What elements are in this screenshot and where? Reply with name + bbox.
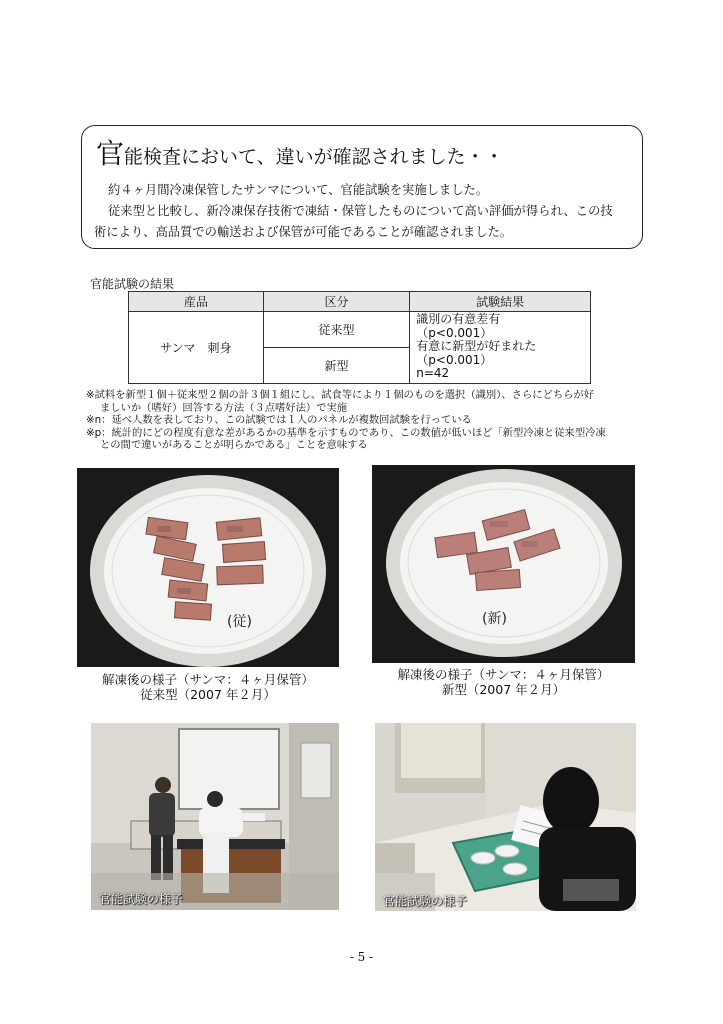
summary-title-rest: 能検査において、違いが確認されました・・ xyxy=(124,146,504,168)
summary-title-first-char: 官 xyxy=(96,137,125,170)
results-label: 官能試験の結果 xyxy=(90,277,175,291)
note-line: ※p：統計的にどの程度有意な差があるかの基準を示すものであり、この数値が低いほど「新型冷凍と従来型冷凍 xyxy=(86,426,606,439)
summary-title xyxy=(96,137,504,171)
caption-old-line-2: 従来型（2007 年２月） xyxy=(140,687,276,702)
caption-old-line-1: 解凍後の様子（サンマ：４ヶ月保管） xyxy=(102,672,314,687)
header-category: 区分 xyxy=(263,292,410,312)
caption-old xyxy=(77,672,339,702)
overlay-label-right: 官能試験の様子 xyxy=(383,894,468,908)
old-plate-label: (従) xyxy=(227,614,252,630)
results-row-old xyxy=(129,312,591,348)
result-line: n=42 xyxy=(416,366,450,381)
cell-result xyxy=(410,312,591,384)
results-header-row xyxy=(129,292,591,312)
new-plate-label: (新) xyxy=(482,611,507,627)
photo-new-type-sashimi xyxy=(372,465,635,663)
result-line: 有意に新型が好まれた xyxy=(416,339,537,354)
cell-product: サンマ 刺身 xyxy=(129,312,264,384)
overlay-label-left: 官能試験の様子 xyxy=(99,892,184,906)
result-line: （p<0.001） xyxy=(416,352,493,367)
header-result: 試験結果 xyxy=(410,292,591,312)
summary-paragraph-2-line-2: 術により、高品質での輸送および保管が可能であることが確認されました。 xyxy=(94,225,513,239)
result-line: 識別の有意差有 xyxy=(416,312,501,326)
caption-new-line-2: 新型（2007 年２月） xyxy=(441,682,566,697)
summary-box xyxy=(81,125,643,249)
summary-body xyxy=(94,180,634,243)
photo-tasting-panel xyxy=(375,723,636,911)
results-table xyxy=(128,291,591,384)
cell-category-old: 従来型 xyxy=(263,312,410,348)
result-line: （p<0.001） xyxy=(416,325,493,340)
note-line: との間で違いがあることが明らかである」ことを意味する xyxy=(100,439,368,452)
header-product: 産品 xyxy=(129,292,264,312)
note-line: ※n：延べ人数を表しており、この試験では１人のパネルが複数回試験を行っている xyxy=(86,414,472,427)
caption-new xyxy=(372,667,635,697)
photo-old-type-sashimi xyxy=(77,468,339,667)
notes xyxy=(86,389,646,452)
page-number: - 5 - xyxy=(349,950,374,964)
cell-category-new: 新型 xyxy=(263,348,410,384)
caption-new-line-1: 解凍後の様子（サンマ：４ヶ月保管） xyxy=(397,667,610,682)
photo-testing-lab xyxy=(91,723,339,910)
note-line: ましいか（嗜好）回答する方法（３点嗜好法）で実施 xyxy=(100,401,348,414)
summary-paragraph-2-line-1: 従来型と比較し、新冷凍保存技術で凍結・保管したものについて高い評価が得られ、この技 xyxy=(108,204,613,218)
note-line: ※試料を新型１個＋従来型２個の計３個１組にし、試食等により１個のものを選択（識別）、さらにどちらが好 xyxy=(86,389,595,401)
summary-paragraph-1: 約４ヶ月間冷凍保管したサンマについて、官能試験を実施しました。 xyxy=(108,183,489,197)
